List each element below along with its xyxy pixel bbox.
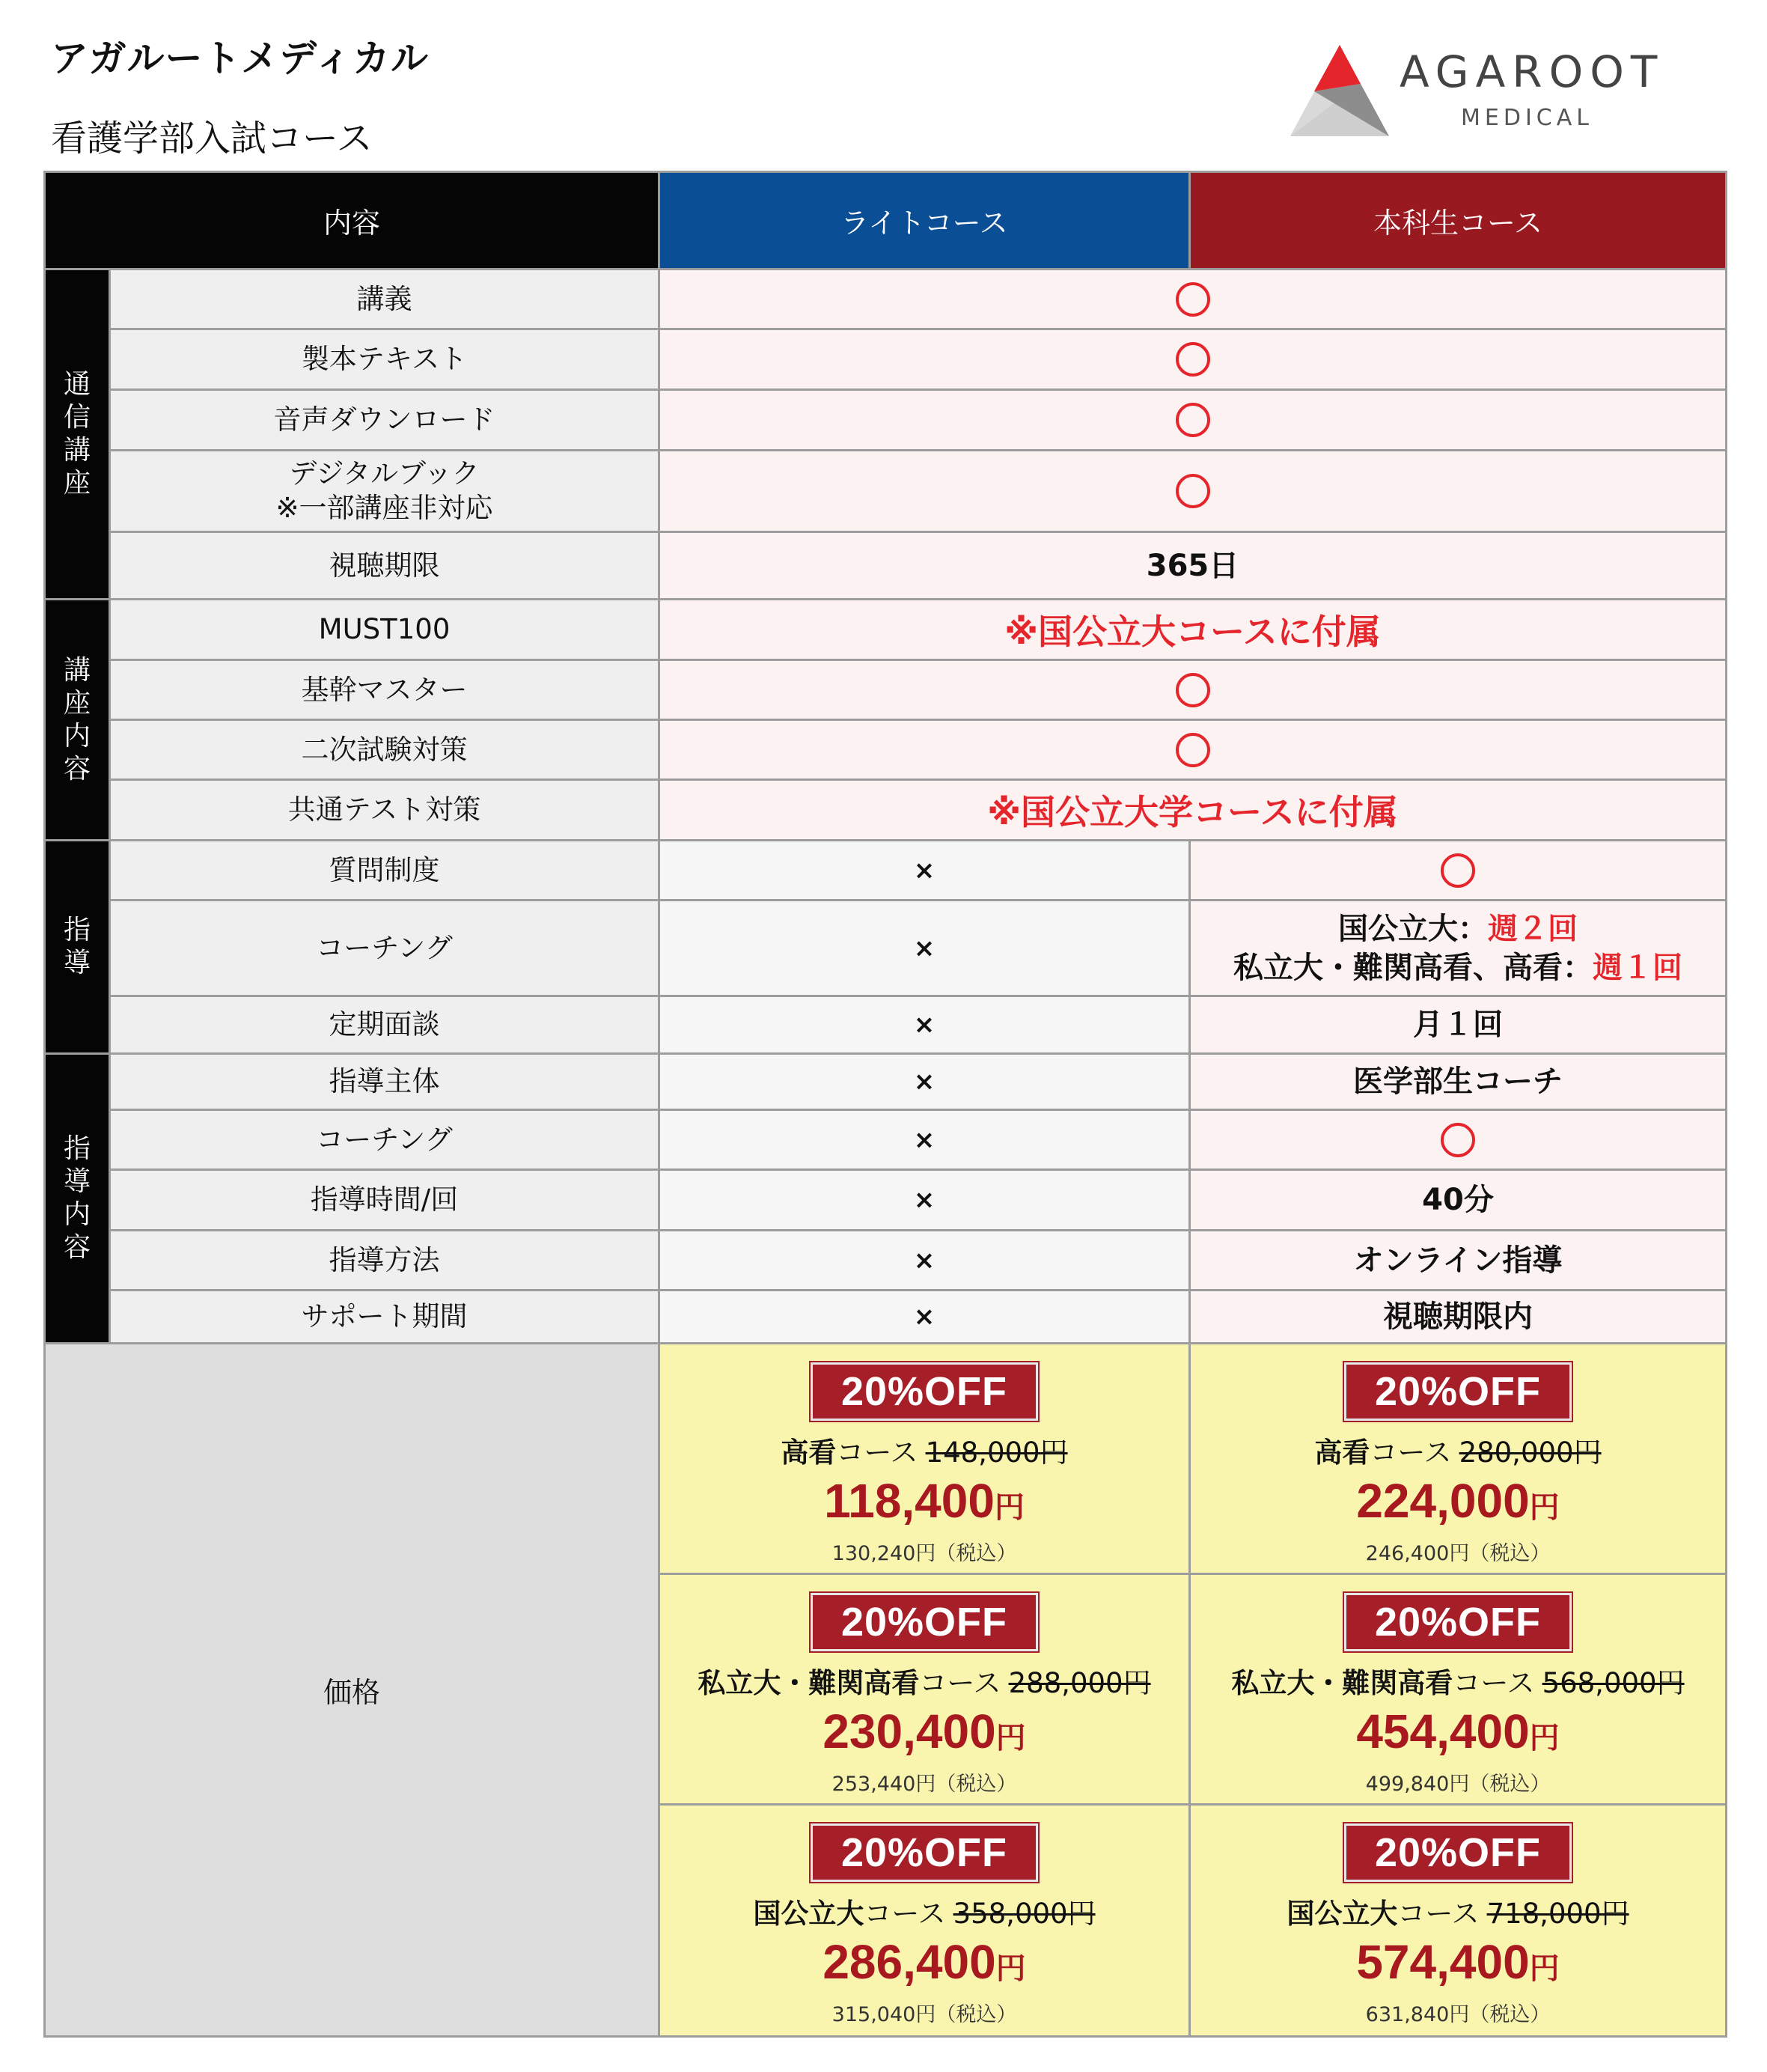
original-price: 148,000円 — [925, 1436, 1068, 1469]
light-value-question-system: × — [660, 841, 1188, 899]
discounted-price: 574,400円 — [1356, 1935, 1560, 1989]
discount-badge: 20%OFF — [811, 1593, 1038, 1651]
course-tier: 国公立大コース 358,000円 — [753, 1898, 1096, 1930]
row-label-secondary-exam: 二次試験対策 — [111, 721, 658, 778]
row-value-viewing-period: 365日 — [660, 533, 1725, 598]
discount-badge: 20%OFF — [811, 1362, 1038, 1421]
row-value-core-master — [660, 661, 1725, 719]
logo-mark-icon — [1287, 42, 1392, 139]
column-header-main: 本科生コース — [1191, 173, 1725, 268]
discount-badge: 20%OFF — [1344, 1362, 1572, 1421]
row-label-session-length: 指導時間/回 — [111, 1171, 658, 1229]
row-value-printed-text — [660, 330, 1725, 388]
discount-badge: 20%OFF — [1344, 1823, 1572, 1882]
course-tier: 私立大・難関高看コース 288,000円 — [698, 1667, 1151, 1699]
light-price-private-univ — [660, 1575, 1188, 1803]
available-circle-icon — [1176, 474, 1210, 508]
row-label-instructor: 指導主体 — [111, 1055, 658, 1109]
course-tier: 私立大・難関高看コース 568,000円 — [1231, 1667, 1685, 1699]
group-course-content: 講 座 内 容 — [46, 600, 109, 839]
discounted-price: 224,000円 — [1356, 1474, 1560, 1528]
agaroot-logo — [1287, 42, 1676, 147]
row-label-digital-book: デジタルブック ※一部講座非対応 — [111, 451, 658, 531]
row-label-support-period: サポート期間 — [111, 1291, 658, 1342]
main-value-coaching-2 — [1191, 1111, 1725, 1168]
light-value-session-length: × — [660, 1171, 1188, 1229]
tax-included-price: 631,840円（税込） — [1365, 2003, 1551, 2026]
row-label-core-master: 基幹マスター — [111, 661, 658, 719]
row-label-coaching: コーチング — [111, 901, 658, 995]
course-tier: 高看コース 280,000円 — [1314, 1436, 1602, 1469]
tax-included-price: 499,840円（税込） — [1365, 1773, 1551, 1796]
row-label-lecture: 講義 — [111, 270, 658, 328]
main-value-question-system — [1191, 841, 1725, 899]
main-price-private-univ — [1191, 1575, 1725, 1803]
price-label: 価格 — [46, 1344, 658, 2035]
main-price-nursing-school — [1191, 1344, 1725, 1573]
light-value-method: × — [660, 1231, 1188, 1289]
available-circle-icon — [1441, 853, 1475, 888]
row-label-method: 指導方法 — [111, 1231, 658, 1289]
course-tier: 高看コース 148,000円 — [781, 1436, 1068, 1469]
tax-included-price: 130,240円（税込） — [831, 1542, 1017, 1565]
row-label-coaching-2: コーチング — [111, 1111, 658, 1168]
group-guidance: 指 導 — [46, 841, 109, 1052]
main-value-instructor: 医学部生コーチ — [1191, 1055, 1725, 1109]
original-price: 280,000円 — [1459, 1436, 1602, 1469]
row-value-audio-download — [660, 391, 1725, 449]
row-label-question-system: 質問制度 — [111, 841, 658, 899]
available-circle-icon — [1176, 342, 1210, 377]
tax-included-price: 253,440円（税込） — [831, 1773, 1017, 1796]
available-circle-icon — [1176, 733, 1210, 767]
row-label-viewing-period: 視聴期限 — [111, 533, 658, 598]
row-value-lecture — [660, 270, 1725, 328]
group-guidance-content: 指 導 内 容 — [46, 1055, 109, 1342]
row-label-printed-text: 製本テキスト — [111, 330, 658, 388]
group-correspondence: 通 信 講 座 — [46, 270, 109, 598]
discounted-price: 118,400円 — [824, 1474, 1025, 1528]
column-header-light: ライトコース — [660, 173, 1188, 268]
row-value-must100: ※国公立大コースに付属 — [660, 600, 1725, 659]
main-price-national-univ — [1191, 1806, 1725, 2035]
column-header-content: 内容 — [46, 173, 658, 268]
brand-title: アガルートメディカル — [51, 37, 429, 80]
light-value-coaching-2: × — [660, 1111, 1188, 1168]
page-subtitle: 看護学部入試コース — [51, 118, 373, 159]
main-value-method: オンライン指導 — [1191, 1231, 1725, 1289]
row-label-common-test: 共通テスト対策 — [111, 781, 658, 839]
original-price: 568,000円 — [1542, 1667, 1685, 1699]
main-value-session-length: 40分 — [1191, 1171, 1725, 1229]
logo-wordmark: AGAROOT — [1400, 46, 1664, 97]
original-price: 718,000円 — [1486, 1898, 1629, 1930]
main-value-support-period: 視聴期限内 — [1191, 1291, 1725, 1342]
main-value-regular-interview: 月１回 — [1191, 997, 1725, 1052]
row-label-audio-download: 音声ダウンロード — [111, 391, 658, 449]
light-value-instructor: × — [660, 1055, 1188, 1109]
discount-badge: 20%OFF — [811, 1823, 1038, 1882]
row-value-common-test: ※国公立大学コースに付属 — [660, 781, 1725, 839]
comparison-table — [43, 171, 1727, 2038]
row-label-regular-interview: 定期面談 — [111, 997, 658, 1052]
tax-included-price: 246,400円（税込） — [1365, 1542, 1551, 1565]
available-circle-icon — [1441, 1123, 1475, 1157]
available-circle-icon — [1176, 282, 1210, 317]
available-circle-icon — [1176, 673, 1210, 707]
logo-submark: MEDICAL — [1461, 105, 1593, 131]
discounted-price: 230,400円 — [823, 1704, 1026, 1758]
row-value-digital-book — [660, 451, 1725, 531]
light-value-support-period: × — [660, 1291, 1188, 1342]
row-label-must100: MUST100 — [111, 600, 658, 659]
light-price-national-univ — [660, 1806, 1188, 2035]
row-value-secondary-exam — [660, 721, 1725, 778]
tax-included-price: 315,040円（税込） — [831, 2003, 1017, 2026]
discounted-price: 454,400円 — [1356, 1704, 1560, 1758]
light-price-nursing-school — [660, 1344, 1188, 1573]
discount-badge: 20%OFF — [1344, 1593, 1572, 1651]
main-value-coaching: 国公立大：週２回 私立大・難関高看、高看：週１回 — [1191, 901, 1725, 995]
available-circle-icon — [1176, 403, 1210, 437]
discounted-price: 286,400円 — [823, 1935, 1026, 1989]
light-value-regular-interview: × — [660, 997, 1188, 1052]
light-value-coaching: × — [660, 901, 1188, 995]
original-price: 358,000円 — [953, 1898, 1096, 1930]
original-price: 288,000円 — [1008, 1667, 1151, 1699]
course-tier: 国公立大コース 718,000円 — [1287, 1898, 1629, 1930]
